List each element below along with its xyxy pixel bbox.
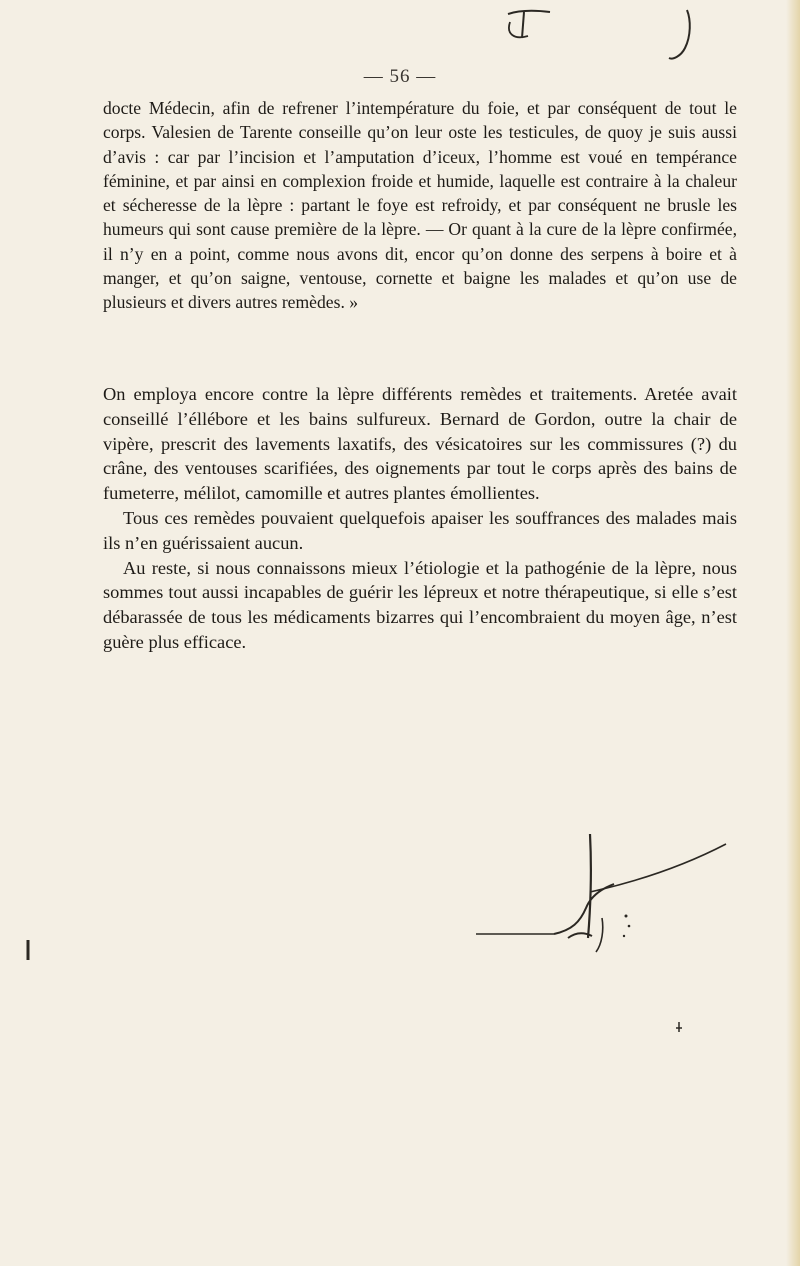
handwritten-mark-top	[500, 4, 560, 44]
stray-ink-mark-bottom	[674, 1020, 684, 1036]
paragraph-remedies: On employa encore contre la lèpre différents remèdes et traitements. Aretée avait conseillé l’éllébore et les bains sulfureux. Bernard de Gordon, outre la chair de vipère, prescrit des lavements laxatifs, des vésicatoires sur les commissures (?) du crâne, des ventouses scarifiées, des oignements par tout le corps après des bains de fumeterre, mélilot, camomille et autres plantes émollientes.	[103, 384, 737, 504]
body-text	[103, 382, 737, 655]
paragraph-sufferings: Tous ces remèdes pouvaient quelquefois apaiser les souffrances des malades mais ils n’en guérissaient aucun.	[103, 507, 737, 553]
quote-paragraph: docte Médecin, afin de refrener l’intempérature du foie, et par conséquent de tout le corps. Valesien de Tarente conseille qu’on leur oste les testicules, de quoy je suis aussi d’avis : car par l’incision et l’amputation d’iceux, l’homme est voué en tempérance féminine, et par ainsi en complexion froide et humide, laquelle est contraire à la chaleur et sécheresse de la lèpre : partant le foye est refroidy, et par conséquent ne brusle les humeurs qui sont cause première de la lèpre. — Or quant à la cure de la lèpre confirmée, il n’y en a point, comme nous avons dit, encor qu’on donne des serpens à boire et à manger, et qu’on saigne, ventouse, cornette et baigne les malades et qu’on use de plusieurs et divers autres remèdes. »	[103, 98, 737, 313]
page-edge-discoloration	[786, 0, 800, 1266]
stray-ink-mark	[22, 938, 34, 964]
page-number: — 56 —	[363, 66, 437, 87]
decorative-tailpiece-ornament	[476, 834, 746, 954]
paragraph-conclusion: Au reste, si nous connaissons mieux l’étiologie et la pathogénie de la lèpre, nous sommes tout aussi incapables de guérir les lépreux et notre thérapeutique, si elle s’est débarassée de tous les médicaments bizarres qui l’encombraient du moyen âge, n’est guère plus efficace.	[103, 557, 737, 652]
handwritten-mark-right	[665, 6, 705, 66]
quoted-passage	[103, 96, 737, 315]
